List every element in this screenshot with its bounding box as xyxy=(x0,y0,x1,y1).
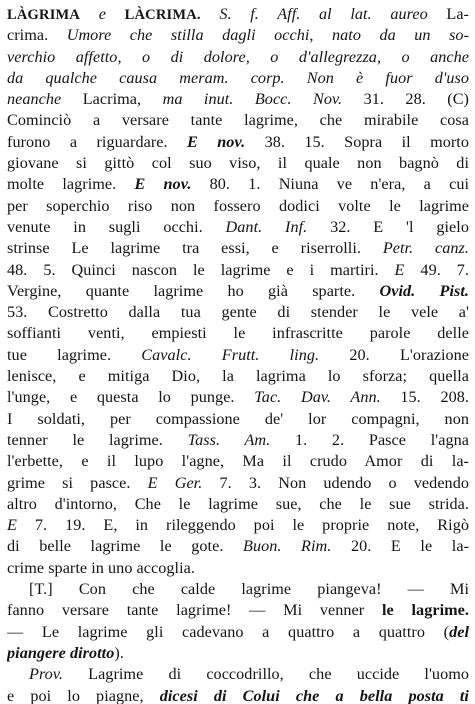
text-line xyxy=(7,494,469,515)
text-segment: 20. L'orazione xyxy=(319,345,469,364)
text-segment: da qualche causa meram. corp. Non è fuor d'uso xyxy=(7,68,469,87)
text-line xyxy=(7,238,469,259)
text-line xyxy=(7,345,469,366)
text-line xyxy=(7,558,469,579)
text-line xyxy=(7,409,469,430)
text-line xyxy=(7,323,469,344)
text-segment: del xyxy=(449,622,469,641)
text-line xyxy=(7,110,469,131)
text-segment: ma inut. Bocc. Nov. xyxy=(162,90,343,109)
text-line xyxy=(7,643,469,664)
text-segment: 15. 208. xyxy=(380,388,469,407)
text-segment: verchio affetto, o di dolore, o d'allegrezza, o anche xyxy=(7,47,469,66)
text-line xyxy=(7,600,469,621)
text-segment: Petr. canz. xyxy=(382,239,469,258)
text-line xyxy=(7,89,469,110)
text-line xyxy=(7,153,469,174)
dictionary-entry-lagrima xyxy=(7,4,469,704)
text-segment: 7. 3. Non udendo o vedendo xyxy=(202,473,469,492)
text-segment: E xyxy=(7,516,17,535)
text-segment: S. f. Aff. al lat. aureo xyxy=(200,5,447,23)
text-segment: 7. 19. E, in rileggendo poi le proprie note, Rigò xyxy=(16,516,469,535)
text-segment: giovane si gittò col suo viso, il quale non bagnò di xyxy=(7,154,469,173)
text-segment: 49. 7. xyxy=(404,260,469,279)
text-segment: Lacrima, xyxy=(61,90,163,109)
text-segment: le lagrime. xyxy=(381,601,469,620)
text-line xyxy=(7,4,469,25)
text-line xyxy=(7,260,469,281)
text-segment: molte lagrime. xyxy=(7,175,135,194)
text-segment: La- xyxy=(446,5,469,23)
text-line xyxy=(7,366,469,387)
text-segment: Buon. Rim. xyxy=(243,537,332,556)
text-line xyxy=(7,686,469,704)
text-line xyxy=(7,196,469,217)
text-segment: ). xyxy=(114,643,124,662)
text-segment: I soldati, per compassione de' lor compagni, non xyxy=(7,409,469,428)
text-line xyxy=(7,622,469,643)
text-segment: E xyxy=(394,260,405,279)
text-line xyxy=(7,515,469,536)
text-segment: Tac. Dav. Ann. xyxy=(254,388,381,407)
text-segment: altro d'intorno, Che le lagrime sue, che le sue strida. xyxy=(7,494,469,513)
text-segment: dicesi di Colui che a bella posta ti xyxy=(159,686,469,704)
text-line xyxy=(7,430,469,451)
text-segment: grime si pasce. xyxy=(7,473,148,492)
text-line xyxy=(7,132,469,153)
text-segment: furono a riguardare. xyxy=(7,132,187,151)
text-segment: Dant. Inf. xyxy=(225,217,308,236)
text-line xyxy=(7,473,469,494)
text-line xyxy=(7,217,469,238)
text-segment: crima. xyxy=(7,26,67,45)
text-segment: E nov. xyxy=(187,132,246,151)
text-segment: neanche xyxy=(7,90,62,109)
text-line xyxy=(7,387,469,408)
text-segment: Tass. Am. xyxy=(187,430,271,449)
text-line xyxy=(7,536,469,557)
text-segment: LÀGRIMA xyxy=(7,7,81,23)
text-segment: E Ger. xyxy=(147,473,203,492)
text-segment: 31. 28. (C) xyxy=(342,90,469,109)
text-segment: piangere dirotto xyxy=(7,643,115,662)
text-segment: 38. 15. Sopra il morto xyxy=(245,132,469,151)
text-segment: e poi lo piagne, xyxy=(7,686,160,704)
text-segment: Cavalc. Frutt. ling. xyxy=(141,345,320,364)
text-segment: Umore che stilla dagli occhi, nato da un so- xyxy=(66,26,469,45)
text-segment: e xyxy=(80,5,125,23)
text-segment: 80. 1. Niuna ve n'era, a cui xyxy=(191,175,469,194)
text-line xyxy=(7,25,469,46)
text-segment: 1. 2. Pasce l'agna xyxy=(270,430,469,449)
text-segment: LÀCRIMA. xyxy=(124,7,201,23)
text-segment: l'erbette, e il lupo l'agne, Ma il crudo Amor di la- xyxy=(7,452,469,471)
text-line xyxy=(7,174,469,195)
text-line xyxy=(7,302,469,323)
text-segment: — Le lagrime gli cadevano a quattro a quattro ( xyxy=(7,622,450,641)
text-segment: strinse Le lagrime tra essi, e riserrolli. xyxy=(7,239,383,258)
text-line xyxy=(7,281,469,302)
text-segment: l'unge, e questa lo punge. xyxy=(7,388,255,407)
text-segment: 32. E 'l gielo xyxy=(307,217,469,236)
text-segment: di belle lagrime le gote. xyxy=(7,537,244,556)
text-line xyxy=(7,47,469,68)
text-segment: Cominciò a versare tante lagrime, che mirabile cosa xyxy=(7,111,469,130)
text-segment: Ovid. Pist. xyxy=(379,281,469,300)
text-line xyxy=(7,664,469,685)
text-segment: E nov. xyxy=(134,175,192,194)
text-line xyxy=(7,451,469,472)
text-segment: crime sparte in uno accoglia. xyxy=(7,558,195,577)
text-segment: 53. Costretto dalla tua gente di stender le vele a' xyxy=(7,303,469,322)
text-segment: 48. 5. Quinci nascon le lagrime e i martiri. xyxy=(7,260,395,279)
text-segment: Lagrime di coccodrillo, che uccide l'uomo xyxy=(62,665,469,684)
text-line xyxy=(7,579,469,600)
text-segment: venute in sugli occhi. xyxy=(7,217,226,236)
text-segment: Prov. xyxy=(29,665,63,684)
text-segment: fanno versare tante lagrime! — Mi venner xyxy=(7,601,382,620)
text-segment: tenner le lagrime. xyxy=(7,430,188,449)
text-segment: [T.] Con che calde lagrime piangeva! — Mi xyxy=(29,580,469,599)
text-segment: 20. E le la- xyxy=(331,537,469,556)
text-segment: Vergine, quante lagrime ho già sparte. xyxy=(7,281,380,300)
text-line xyxy=(7,68,469,89)
text-segment: lenisce, e mitiga Dio, la lagrima lo sforza; quella xyxy=(7,367,469,386)
text-segment: per soperchio riso non fossero dodici volte le lagrime xyxy=(7,196,469,215)
text-segment: soffianti venti, empiesti le infrascritte parole delle xyxy=(7,324,469,343)
text-segment: tue lagrime. xyxy=(7,345,142,364)
